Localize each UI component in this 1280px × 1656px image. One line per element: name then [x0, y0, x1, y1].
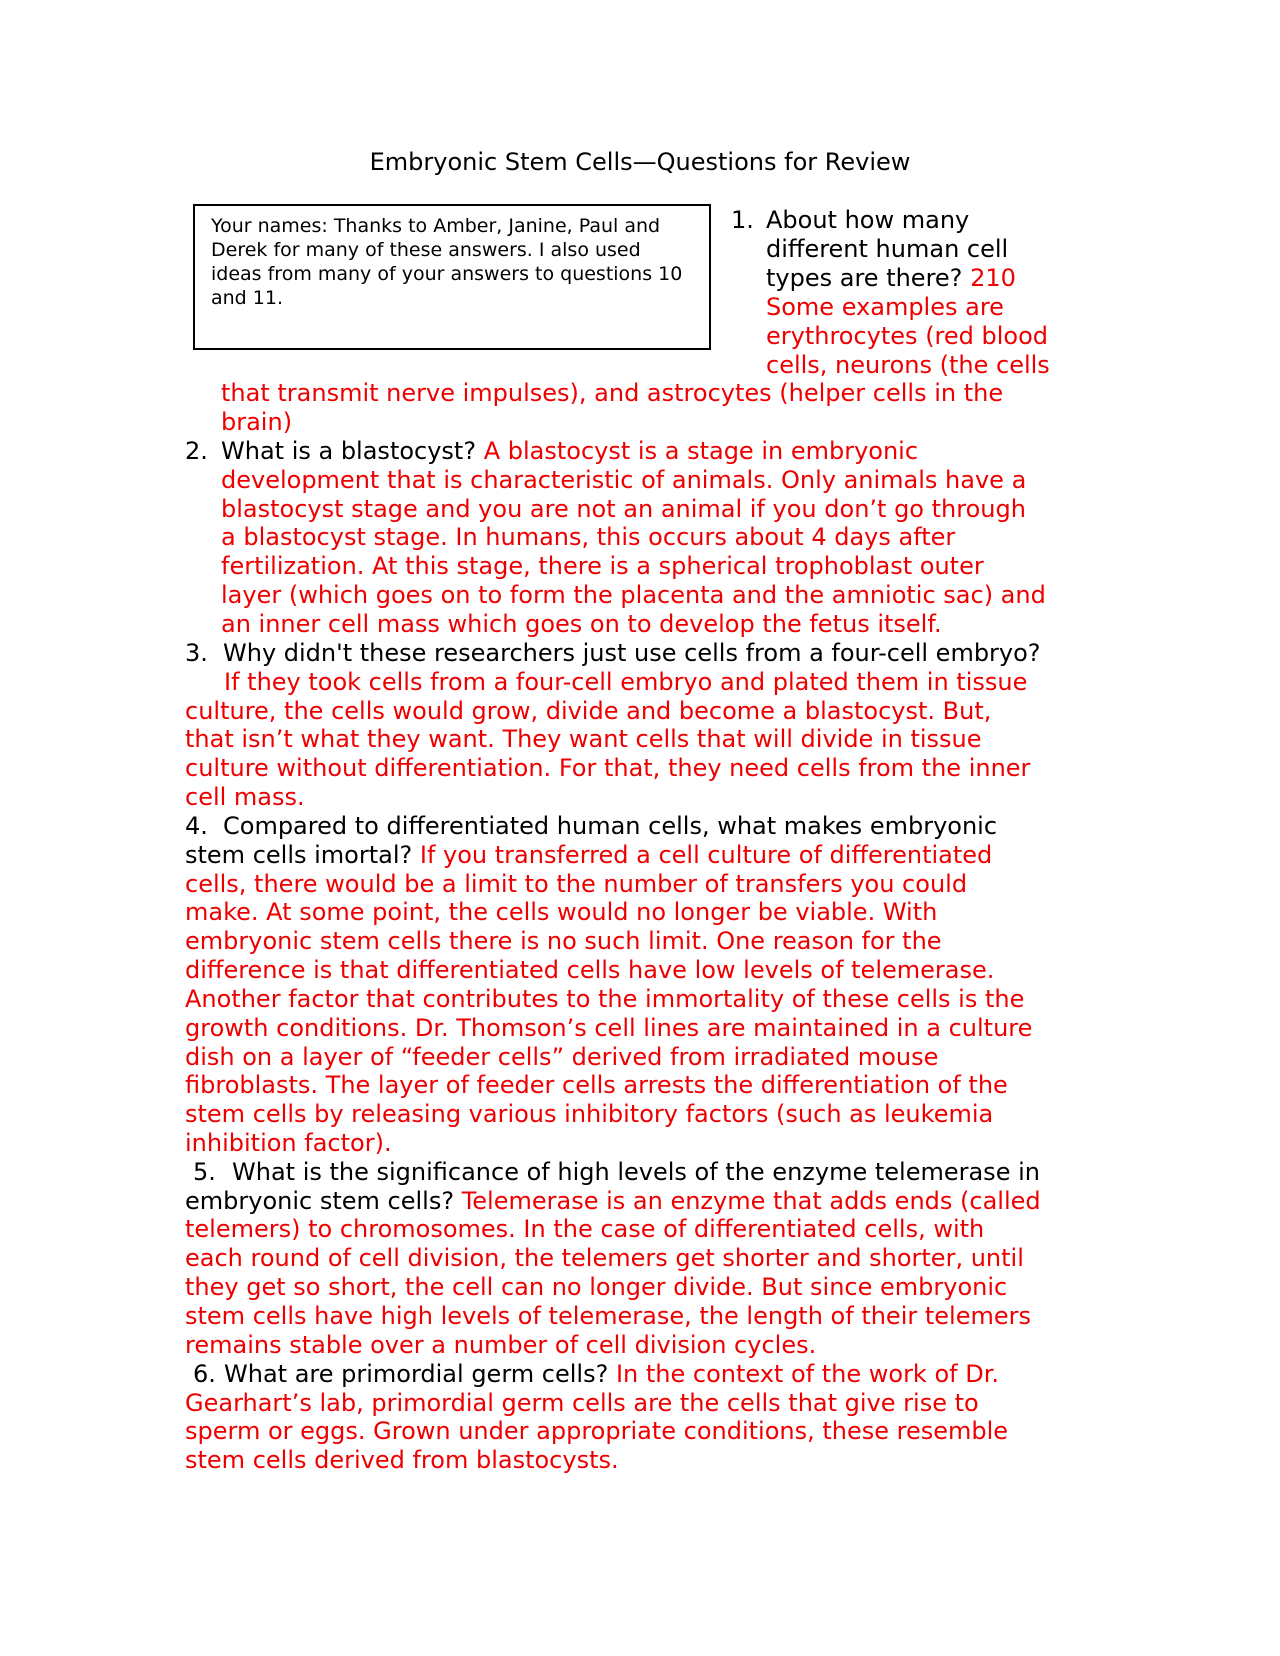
q4-answer-line-3: embryonic stem cells there is no such limit. One reason for the [185, 927, 942, 955]
q4-answer-line-2: make. At some point, the cells would no longer be viable. With [185, 898, 938, 926]
q5-question-line-2: embryonic stem cells? Telemerase is an enzyme that adds ends (called [185, 1187, 1041, 1215]
q2-answer-line-1: development that is characteristic of animals. Only animals have a [221, 466, 1027, 494]
q1-question-line-2: different human cell [766, 235, 1009, 263]
q1-answer-line-5: brain) [221, 408, 293, 436]
q3-question: Why didn't these researchers just use cells from a four-cell embryo? [223, 639, 1041, 667]
q4-answer-line-5: Another factor that contributes to the immortality of these cells is the [185, 985, 1025, 1013]
q2-answer-line-5: layer (which goes on to form the placenta and the amniotic sac) and [221, 581, 1046, 609]
q4-answer-line-7: dish on a layer of “feeder cells” derived from irradiated mouse [185, 1043, 939, 1071]
q4-answer-line-10: inhibition factor). [185, 1129, 392, 1157]
q4-answer-line-1: cells, there would be a limit to the number of transfers you could [185, 870, 968, 898]
q4-answer-line-6: growth conditions. Dr. Thomson’s cell lines are maintained in a culture [185, 1014, 1033, 1042]
q2-answer-line-6: an inner cell mass which goes on to develop the fetus itself. [221, 610, 942, 638]
q1-answer-line-1: Some examples are [766, 293, 1004, 321]
q5-answer-line-5: remains stable over a number of cell division cycles. [185, 1331, 817, 1359]
q6-answer-line-3: stem cells derived from blastocysts. [185, 1446, 619, 1474]
q2-answer-line-3: a blastocyst stage. In humans, this occurs about 4 days after [221, 523, 956, 551]
q5-question-line-1: What is the significance of high levels of the enzyme telemerase in [232, 1158, 1040, 1186]
q2-answer-line-4: fertilization. At this stage, there is a spherical trophoblast outer [221, 552, 984, 580]
q1-question-line-1: About how many [766, 206, 970, 234]
q5-answer-line-1: telemers) to chromosomes. In the case of differentiated cells, with [185, 1215, 985, 1243]
q3-answer-line-5: cell mass. [185, 783, 305, 811]
q1-answer-line-3: cells, neurons (the cells [766, 351, 1050, 379]
names-box: Your names: Thanks to Amber, Janine, Paul and Derek for many of these answers. I also used ideas from many of your answers to questions 10 and 11. [193, 204, 711, 350]
q5-answer-line-2: each round of cell division, the telemers get shorter and shorter, until [185, 1244, 1024, 1272]
q4-question-line-1: Compared to differentiated human cells, what makes embryonic [223, 812, 998, 840]
q6-answer-line-1: Gearhart’s lab, primordial germ cells are the cells that give rise to [185, 1389, 979, 1417]
q3-answer-line-1: If they took cells from a four-cell embryo and plated them in tissue [224, 668, 1028, 696]
q2-number: 2. [185, 437, 208, 465]
q3-answer-line-3: that isn’t what they want. They want cells that will divide in tissue [185, 725, 982, 753]
q6-number: 6. [193, 1360, 216, 1388]
q1-question-line-3: types are there? 210 [766, 264, 1016, 292]
q4-answer-line-4: difference is that differentiated cells have low levels of telemerase. [185, 956, 995, 984]
page-title: Embryonic Stem Cells—Questions for Review [369, 148, 911, 176]
q5-number: 5. [193, 1158, 216, 1186]
q2-question: What is a blastocyst? A blastocyst is a stage in embryonic [221, 437, 919, 465]
q1-answer-line-4: that transmit nerve impulses), and astrocytes (helper cells in the [221, 379, 1004, 407]
q4-question-line-2: stem cells imortal? If you transferred a cell culture of differentiated [185, 841, 993, 869]
q5-answer-line-4: stem cells have high levels of telemerase, the length of their telemers [185, 1302, 1031, 1330]
q1-answer-line-2: erythrocytes (red blood [766, 322, 1049, 350]
q4-answer-line-9: stem cells by releasing various inhibitory factors (such as leukemia [185, 1100, 994, 1128]
q1-number: 1. [731, 206, 754, 234]
q3-answer-line-2: culture, the cells would grow, divide and become a blastocyst. But, [185, 697, 992, 725]
q6-answer-line-2: sperm or eggs. Grown under appropriate conditions, these resemble [185, 1417, 1009, 1445]
q2-answer-line-2: blastocyst stage and you are not an animal if you don’t go through [221, 495, 1026, 523]
q3-number: 3. [185, 639, 208, 667]
q4-number: 4. [185, 812, 208, 840]
q6-question: What are primordial germ cells? In the context of the work of Dr. [224, 1360, 999, 1388]
q3-answer-line-4: culture without differentiation. For that, they need cells from the inner [185, 754, 1031, 782]
q4-answer-line-8: fibroblasts. The layer of feeder cells arrests the differentiation of the [185, 1071, 1008, 1099]
q5-answer-line-3: they get so short, the cell can no longer divide. But since embryonic [185, 1273, 1008, 1301]
